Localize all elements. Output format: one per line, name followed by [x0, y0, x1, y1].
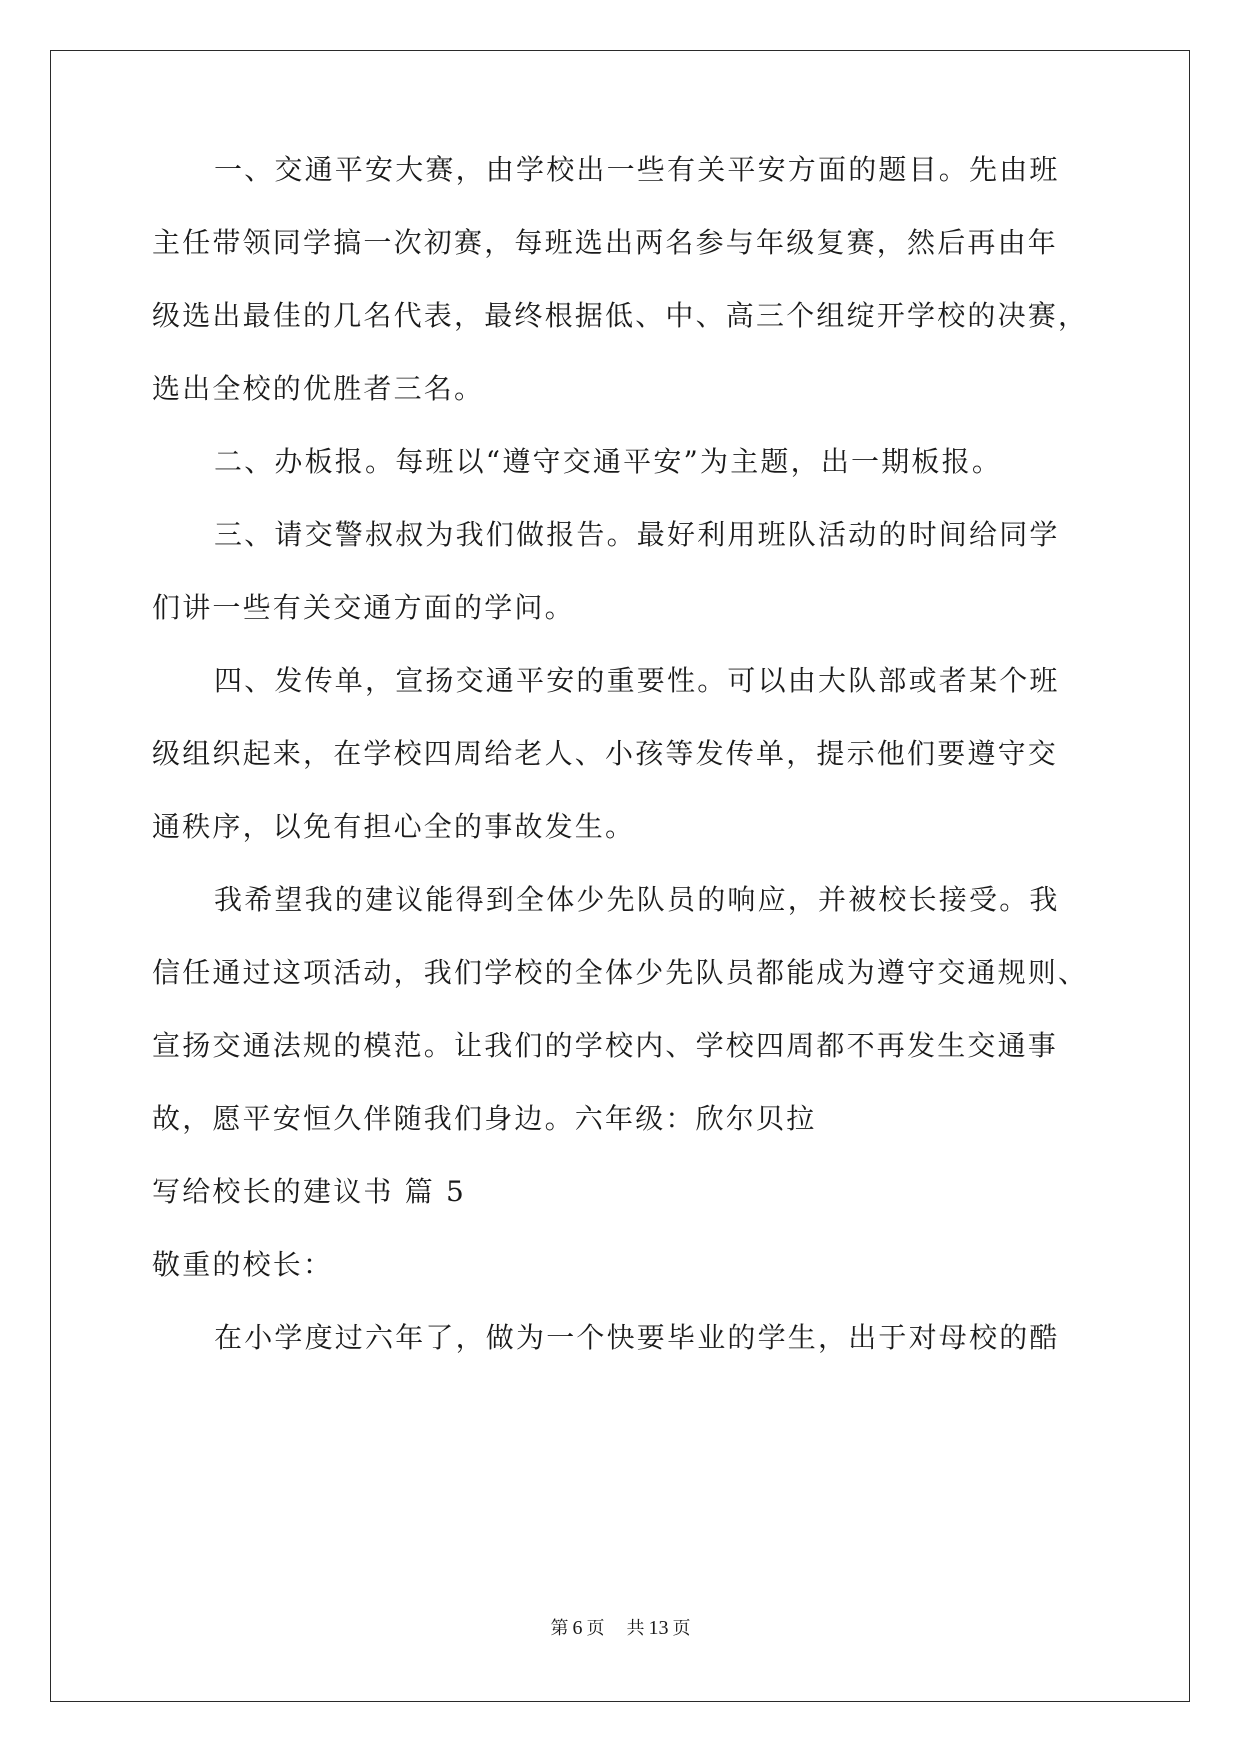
text-line: 信任通过这项活动，我们学校的全体少先队员都能成为遵守交通规则、 [152, 956, 1089, 989]
text-line: 宣扬交通法规的模范。让我们的学校内、学校四周都不再发生交通事 [152, 1029, 1059, 1062]
text-line: 我希望我的建议能得到全体少先队员的响应，并被校长接受。我 [214, 883, 1060, 916]
footer-prefix: 第 [550, 1618, 569, 1639]
footer-page-suffix: 页 [586, 1618, 605, 1639]
footer-page-number: 6 [572, 1617, 583, 1639]
text-line: 级选出最佳的几名代表，最终根据低、中、高三个组绽开学校的决赛， [152, 299, 1089, 332]
footer-total-pages: 13 [648, 1617, 669, 1639]
text-line: 选出全校的优胜者三名。 [152, 372, 485, 405]
text-line: 四、发传单，宣扬交通平安的重要性。可以由大队部或者某个班 [214, 664, 1060, 697]
page-footer [0, 1616, 1241, 1641]
text-line: 三、请交警叔叔为我们做报告。最好利用班队活动的时间给同学 [214, 518, 1060, 551]
text-line: 二、办板报。每班以“遵守交通平安”为主题，出一期板报。 [214, 445, 1003, 478]
salutation: 敬重的校长： [152, 1248, 334, 1281]
footer-total-prefix: 共 [626, 1618, 645, 1639]
text-line: 在小学度过六年了，做为一个快要毕业的学生，出于对母校的酷 [214, 1321, 1060, 1354]
text-line: 们讲一些有关交通方面的学问。 [152, 591, 575, 624]
text-line: 主任带领同学搞一次初赛，每班选出两名参与年级复赛，然后再由年 [152, 226, 1059, 259]
footer-total-suffix: 页 [672, 1618, 691, 1639]
text-line: 故，愿平安恒久伴随我们身边。六年级：欣尔贝拉 [152, 1102, 817, 1135]
text-line: 级组织起来，在学校四周给老人、小孩等发传单，提示他们要遵守交 [152, 737, 1059, 770]
text-line: 一、交通平安大赛，由学校出一些有关平安方面的题目。先由班 [214, 153, 1060, 186]
section-heading: 写给校长的建议书 篇 5 [152, 1175, 467, 1208]
text-line: 通秩序，以免有担心全的事故发生。 [152, 810, 636, 843]
